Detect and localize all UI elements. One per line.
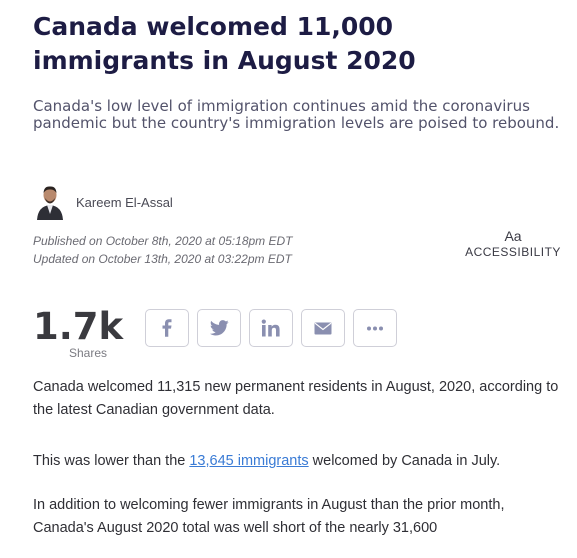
body-paragraph-1: Canada welcomed 11,315 new permanent residents in August, 2020, according to the latest Canadian government data. [33, 379, 559, 418]
title-line-1: Canada welcomed 11,000 [33, 12, 394, 41]
linkedin-icon [261, 319, 281, 337]
author-row [36, 184, 173, 220]
share-count: 1.7k [33, 305, 124, 348]
article-dates [33, 232, 293, 268]
share-twitter-button[interactable] [197, 309, 241, 347]
facebook-icon [161, 319, 173, 337]
font-size-icon: Aa [504, 228, 522, 244]
author-avatar[interactable] [36, 184, 64, 220]
body-paragraph-2 [33, 450, 563, 473]
p2-text-after: welcomed by Canada in July. [308, 453, 501, 469]
body-paragraph-3: In addition to welcoming fewer immigrants in August than the prior month, Canada's August 2020 total was well short of the nearly 31,600 [33, 497, 505, 536]
immigrants-link[interactable]: 13,645 immigrants [189, 453, 309, 469]
more-icon [366, 326, 384, 331]
p2-text-before: This was lower than the [33, 453, 190, 469]
email-icon [314, 322, 332, 335]
share-counter [33, 306, 133, 360]
author-name[interactable]: Kareem El-Assal [76, 194, 173, 210]
share-email-button[interactable] [301, 309, 345, 347]
share-linkedin-button[interactable] [249, 309, 293, 347]
share-count-label: Shares [69, 346, 108, 360]
updated-date: Updated on October 13th, 2020 at 03:22pm EDT [33, 252, 292, 266]
twitter-icon [210, 320, 229, 336]
article-subtitle: Canada's low level of immigration continues amid the coronavirus pandemic but the country's immigration levels are poised to rebound. [33, 97, 560, 132]
share-buttons [145, 309, 397, 347]
share-more-button[interactable] [353, 309, 397, 347]
accessibility-label: ACCESSIBILITY [465, 245, 561, 259]
title-line-2: immigrants in August 2020 [33, 46, 416, 75]
published-date: Published on October 8th, 2020 at 05:18pm EDT [33, 234, 293, 248]
accessibility-button[interactable] [463, 228, 563, 260]
share-facebook-button[interactable] [145, 309, 189, 347]
article-title [33, 10, 553, 78]
